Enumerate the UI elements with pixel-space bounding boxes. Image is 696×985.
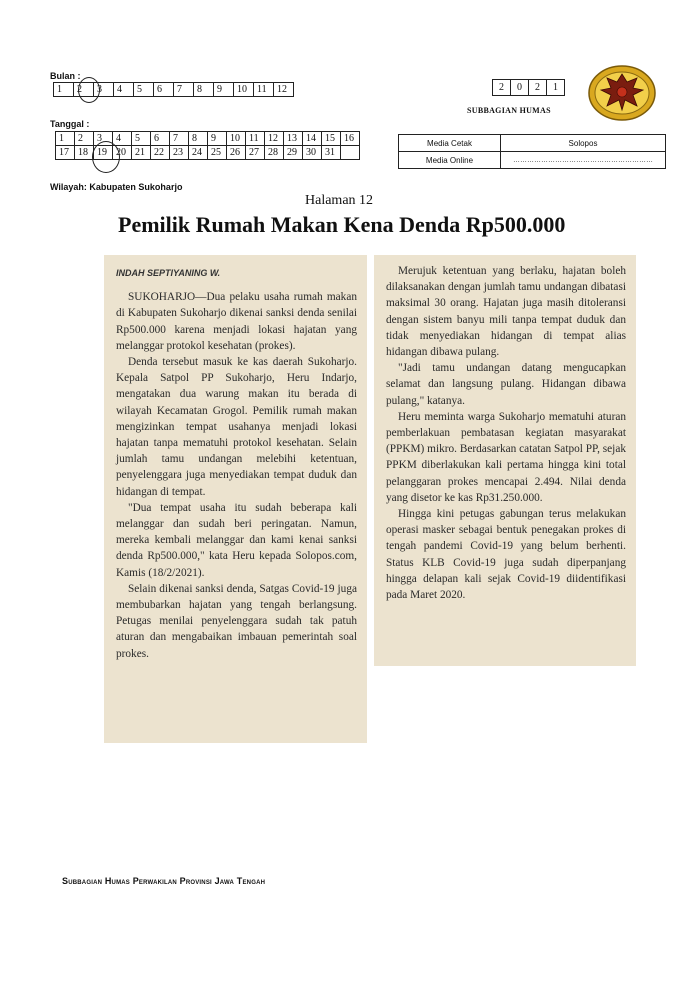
grid-cell: 26	[227, 146, 246, 160]
paragraph: Hingga kini petugas gabungan terus melakukan operasi masker sebagai bentuk penegakan prokes di tengah pandemi Covid-19 yang belum berhenti. Status KLB Covid-19 juga sudah diperpanjang hingga delapan kali sejak Covid-19 diidentifikasi pada Maret 2020.	[386, 508, 626, 602]
media-cetak-label: Media Cetak	[399, 135, 501, 152]
tanggal-label: Tanggal :	[50, 119, 90, 129]
clipping-column-2	[374, 255, 636, 666]
grid-cell: 1	[54, 83, 74, 97]
bulan-label: Bulan :	[50, 71, 81, 81]
grid-cell: 4	[113, 132, 132, 146]
grid-cell: 12	[274, 83, 294, 97]
paragraph: "Dua tempat usaha itu sudah beberapa kali melanggar dan sudah beri peringatan. Namun, mereka kembali melanggar dan kami kenai sanksi denda Rp500.000," kata Heru kepada Solopos.com, Kamis (18/2/2021).	[116, 501, 357, 579]
grid-cell: 7	[170, 132, 189, 146]
grid-cell: 5	[132, 132, 151, 146]
paragraph: Denda tersebut masuk ke kas daerah Sukoharjo. Kepala Satpol PP Sukoharjo, Heru Indarjo, mengatakan dua warung makan itu berada di wilayah Kecamatan Grogol. Pemilik rumah makan mengizinkan tempat usahanya menjadi lokasi hajatan tanpa mematuhi protokol kesehatan. Selain jumlah tamu undangan melebihi ketentuan, penyelenggara juga menyediakan tempat duduk dan hidangan di tempat.	[116, 356, 357, 498]
grid-cell: 4	[114, 83, 134, 97]
media-table	[398, 134, 666, 169]
garuda-emblem-icon	[587, 64, 657, 122]
grid-cell: 13	[284, 132, 303, 146]
paragraph: SUKOHARJO—Dua pelaku usaha rumah makan di Kabupaten Sukoharjo dikenai sanksi denda senilai Rp500.000 karena menjadi lokasi hajatan yang melanggar protokol kesehatan (prokes).	[116, 291, 357, 352]
wilayah-label: Wilayah: Kabupaten Sukoharjo	[50, 182, 183, 192]
grid-cell: 9	[214, 83, 234, 97]
grid-cell: 20	[113, 146, 132, 160]
grid-cell: 3	[94, 83, 114, 97]
grid-cell: 10	[227, 132, 246, 146]
article-headline: Pemilik Rumah Makan Kena Denda Rp500.000	[118, 212, 566, 237]
grid-cell: 2	[75, 132, 94, 146]
grid-cell: 6	[151, 132, 170, 146]
grid-cell: 7	[174, 83, 194, 97]
grid-cell: 14	[303, 132, 322, 146]
grid-cell: 2	[74, 83, 94, 97]
media-cetak-value: Solopos	[501, 135, 666, 152]
grid-cell	[341, 146, 360, 160]
grid-cell: 24	[189, 146, 208, 160]
grid-cell: 22	[151, 146, 170, 160]
grid-cell: 10	[234, 83, 254, 97]
grid-cell: 28	[265, 146, 284, 160]
year-box	[492, 79, 565, 96]
article-author: INDAH SEPTIYANING W.	[116, 268, 221, 278]
grid-cell: 27	[246, 146, 265, 160]
clipping-column-1	[104, 255, 367, 743]
grid-cell: 29	[284, 146, 303, 160]
grid-cell: 18	[75, 146, 94, 160]
grid-cell: 17	[56, 146, 75, 160]
grid-cell: 5	[134, 83, 154, 97]
grid-cell: 30	[303, 146, 322, 160]
grid-cell: 3	[94, 132, 113, 146]
year-digit: 1	[547, 80, 565, 96]
paragraph: Selain dikenai sanksi denda, Satgas Covid-19 juga membubarkan hajatan yang tengah berlangsung. Petugas menilai penyelenggara sudah tak patuh aturan dan mengabaikan imbauan pemerintah soal prokes.	[116, 582, 357, 660]
paragraph: "Jadi tamu undangan datang mengucapkan selamat dan langsung pulang. Hidangan dibawa pulang," katanya.	[386, 362, 626, 407]
unit-label: SUBBAGIAN HUMAS	[467, 106, 551, 115]
paragraph: Heru meminta warga Sukoharjo mematuhi aturan pemberlakuan pembatasan kegiatan masyarakat (PPKM) mikro. Berdasarkan catatan Satpol PP, sejak PPKM diberlakukan kali pertama hingga kini total pelanggaran prokes mencapai 2.494. Nilai denda yang disetor ke kas Rp31.250.000.	[386, 410, 626, 504]
grid-cell: 15	[322, 132, 341, 146]
year-digit: 2	[529, 80, 547, 96]
media-online-label: Media Online	[399, 152, 501, 169]
grid-cell: 8	[189, 132, 208, 146]
grid-cell: 31	[322, 146, 341, 160]
grid-cell: 19	[94, 146, 113, 160]
selected-date-marker	[92, 141, 120, 173]
selected-month-marker	[78, 77, 100, 103]
grid-cell: 9	[208, 132, 227, 146]
grid-cell: 11	[254, 83, 274, 97]
grid-cell: 21	[132, 146, 151, 160]
paragraph: Merujuk ketentuan yang berlaku, hajatan boleh dilaksanakan dengan jumlah tamu undangan dibatasi maksimal 30 orang. Hajatan juga masih ditoleransi dengan sistem banyu mili tanpa tempat duduk dan tidak menyediakan hidangan di tempat alias hidangan dibawa pulang.	[386, 265, 626, 359]
grid-cell: 8	[194, 83, 214, 97]
grid-cell: 23	[170, 146, 189, 160]
grid-cell: 11	[246, 132, 265, 146]
year-digit: 0	[511, 80, 529, 96]
page-footer: Subbagian Humas Perwakilan Provinsi Jawa Tengah	[62, 876, 266, 886]
grid-cell: 1	[56, 132, 75, 146]
media-online-value: ……………………………………………………	[501, 152, 666, 169]
year-digit: 2	[493, 80, 511, 96]
page-number: Halaman 12	[305, 193, 374, 208]
grid-cell: 25	[208, 146, 227, 160]
grid-cell: 16	[341, 132, 360, 146]
grid-cell: 12	[265, 132, 284, 146]
grid-cell: 6	[154, 83, 174, 97]
